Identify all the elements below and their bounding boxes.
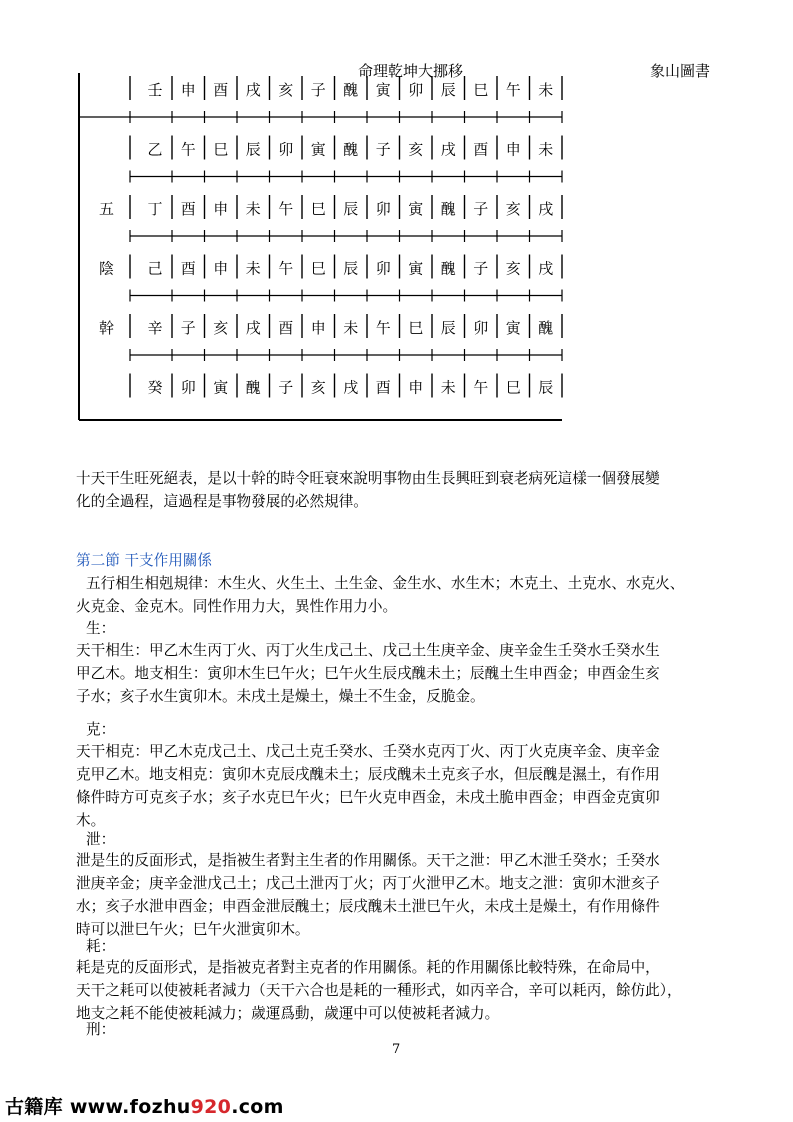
branch-cell: 巳	[473, 81, 489, 99]
branch-cell: 酉	[375, 378, 391, 397]
branch-cell: 子	[310, 81, 326, 99]
branch-cell: 戌	[538, 200, 554, 218]
branch-cell: 醜	[440, 200, 456, 218]
branch-cell: 戌	[538, 259, 554, 278]
branch-cell: 子	[278, 378, 294, 397]
branch-cell: 亥	[278, 81, 294, 99]
branch-cell: 申	[408, 378, 424, 397]
stem-cell: 癸	[147, 378, 163, 397]
branch-cell: 亥	[505, 200, 521, 218]
sheng-line-1: 天干相生：甲乙木生丙丁火、丙丁火生戊己土、戊己土生庚辛金、庚辛金生壬癸水壬癸水生	[76, 642, 660, 659]
branch-cell: 寅	[213, 378, 229, 397]
branch-cell: 醜	[343, 81, 359, 99]
stem-cell: 丁	[147, 200, 163, 218]
header-publisher: 象山圖書	[650, 62, 711, 80]
xing-label: 刑：	[86, 1021, 116, 1038]
xie-line-3: 水；亥子水泄申酉金；申酉金泄辰醜土；辰戌醜未土泄巳午火，未戌土是燥土，有作用條件	[76, 898, 660, 915]
side-label: 五	[98, 200, 115, 218]
branch-cell: 卯	[408, 81, 424, 99]
branch-cell: 寅	[505, 319, 521, 337]
ke-line-3: 條件時方可克亥子水；亥子水克巳午火；巳午火克申酉金，未戌土脆申酉金；申酉金克寅卯	[76, 789, 660, 806]
branch-cell: 戌	[245, 81, 261, 99]
branch-cell: 辰	[440, 81, 456, 99]
branch-cell: 亥	[310, 378, 326, 397]
branch-cell: 午	[473, 378, 489, 397]
hao-label: 耗：	[86, 938, 116, 955]
branch-cell: 午	[180, 140, 196, 159]
branch-cell: 戌	[440, 140, 456, 159]
branch-cell: 酉	[180, 200, 196, 218]
branch-cell: 午	[375, 319, 391, 337]
ke-line-1: 天干相克：甲乙木克戊己土、戊己土克壬癸水、壬癸水克丙丁火、丙丁火克庚辛金、庚辛金	[76, 743, 660, 760]
branch-cell: 辰	[440, 319, 456, 337]
branch-cell: 申	[213, 259, 229, 278]
branch-cell: 子	[180, 319, 196, 337]
xie-line-2: 泄庚辛金；庚辛金泄戊己土；戊己土泄丙丁火；丙丁火泄甲乙木。地支之泄：寅卯木泄亥子	[76, 875, 660, 892]
branch-cell: 卯	[278, 140, 294, 159]
section-title: 第二節 干支作用關係	[76, 552, 212, 569]
branch-cell: 午	[505, 81, 521, 99]
branch-cell: 辰	[343, 200, 359, 218]
xie-line-4: 時可以泄巳午火；巳午火泄寅卯木。	[76, 921, 310, 938]
branch-cell: 未	[538, 81, 554, 99]
branch-cell: 卯	[473, 319, 489, 337]
watermark-url-prefix: www.fozhu	[62, 1096, 191, 1118]
branch-cell: 亥	[408, 140, 424, 159]
branch-cell: 巳	[310, 259, 326, 278]
branch-cell: 寅	[375, 81, 391, 99]
sheng-label: 生：	[86, 620, 116, 637]
branch-cell: 未	[245, 200, 261, 218]
ke-line-2: 克甲乙木。地支相克：寅卯木克辰戌醜未土；辰戌醜未土克亥子水，但辰醜是濕土，有作用	[76, 766, 660, 783]
branch-cell: 子	[473, 259, 489, 278]
branch-cell: 酉	[180, 259, 196, 278]
xie-label: 泄：	[86, 831, 116, 848]
stem-cell: 己	[147, 259, 163, 278]
branch-cell: 醜	[343, 140, 359, 159]
branch-cell: 辰	[538, 378, 554, 397]
stem-cell: 乙	[147, 140, 163, 159]
hao-line-2: 天干之耗可以使被耗者減力（天干六合也是耗的一種形式，如丙辛合，辛可以耗丙，餘仿此），	[76, 982, 682, 999]
side-label: 陰	[98, 259, 115, 278]
branch-cell: 未	[245, 259, 261, 278]
ke-line-4: 木。	[76, 812, 106, 829]
branch-cell: 酉	[473, 140, 489, 159]
watermark	[5, 1092, 284, 1119]
branch-cell: 戌	[343, 378, 359, 397]
branch-cell: 寅	[310, 140, 326, 159]
branch-cell: 卯	[375, 259, 391, 278]
branch-cell: 未	[440, 378, 456, 397]
branch-cell: 巳	[408, 319, 424, 337]
watermark-site-name: 古籍库	[5, 1096, 63, 1118]
watermark-url-number: 920	[190, 1096, 232, 1118]
branch-cell: 寅	[408, 200, 424, 218]
stem-cell: 壬	[147, 81, 163, 99]
branch-cell: 亥	[505, 259, 521, 278]
sheng-line-3: 子水；亥子水生寅卯木。未戌土是燥土，燥土不生金，反脆金。	[76, 688, 485, 705]
ke-label: 克：	[86, 721, 116, 738]
branch-cell: 未	[538, 140, 554, 159]
branch-cell: 辰	[245, 140, 261, 159]
branch-cell: 申	[180, 81, 196, 99]
branch-cell: 酉	[278, 319, 294, 337]
branch-cell: 午	[278, 259, 294, 278]
branch-cell: 子	[375, 140, 391, 159]
branch-cell: 亥	[213, 319, 229, 337]
intro-line-1: 十天干生旺死絕表，是以十幹的時令旺衰來說明事物由生長興旺到衰老病死這樣一個發展變	[76, 470, 660, 487]
intro-line-2: 化的全過程，這過程是事物發展的必然規律。	[76, 493, 368, 510]
hao-line-1: 耗是克的反面形式，是指被克者對主克者的作用關係。耗的作用關係比較特殊，在命局中，	[76, 959, 660, 976]
branch-cell: 未	[343, 319, 359, 337]
branch-cell: 申	[213, 200, 229, 218]
branch-cell: 巳	[505, 378, 521, 397]
ten-stems-table	[0, 0, 793, 440]
branch-cell: 申	[505, 140, 521, 159]
branch-cell: 子	[473, 200, 489, 218]
branch-cell: 醜	[538, 319, 554, 337]
branch-cell: 卯	[375, 200, 391, 218]
branch-cell: 戌	[245, 319, 261, 337]
branch-cell: 醜	[245, 378, 261, 397]
hao-line-3: 地支之耗不能使被耗減力；歲運爲動，歲運中可以使被耗者減力。	[76, 1005, 500, 1022]
sheng-line-2: 甲乙木。地支相生：寅卯木生巳午火；巳午火生辰戌醜未土；辰醜土生申酉金；申酉金生亥	[76, 665, 660, 682]
branch-cell: 巳	[310, 200, 326, 218]
header-title: 命理乾坤大挪移	[358, 62, 464, 80]
branch-cell: 辰	[343, 259, 359, 278]
branch-cell: 巳	[213, 140, 229, 159]
stem-cell: 辛	[147, 319, 163, 337]
side-label: 幹	[98, 319, 115, 337]
xie-line-1: 泄是生的反面形式，是指被生者對主生者的作用關係。天干之泄：甲乙木泄壬癸水；壬癸水	[76, 852, 660, 869]
watermark-url-suffix: .com	[231, 1096, 284, 1118]
branch-cell: 午	[278, 200, 294, 218]
rule-line-1: 五行相生相剋規律：木生火、火生土、土生金、金生水、水生木；木克土、土克水、水克火、	[86, 575, 685, 592]
page-number: 7	[392, 1042, 401, 1057]
branch-cell: 卯	[180, 378, 196, 397]
rule-line-2: 火克金、金克木。同性作用力大，異性作用力小。	[76, 598, 398, 615]
branch-cell: 申	[310, 319, 326, 337]
branch-cell: 寅	[408, 259, 424, 278]
branch-cell: 醜	[440, 259, 456, 278]
branch-cell: 酉	[213, 81, 229, 99]
